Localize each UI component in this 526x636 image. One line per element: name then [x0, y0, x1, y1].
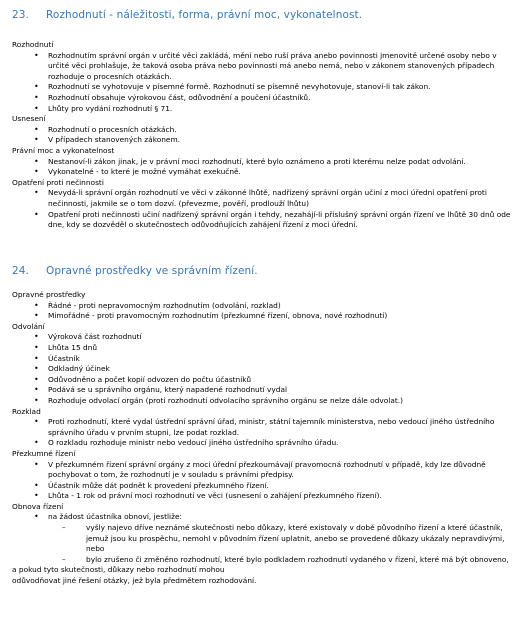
list-item: • Proti rozhodnutí, které vydal ústřední správní úřad, ministr, státní tajemník ministerstva, nebo vedoucí jiného ústředního správního úřadu v prvním stupni, lze podat rozklad. — [34, 417, 514, 438]
list-item: • Řádné - proti nepravomocným rozhodnutím (odvolání, rozklad) — [34, 301, 514, 312]
group-label-opatreni-proti-necinnosti: Opatření proti nečinnosti — [12, 177, 104, 187]
bullet-list — [12, 188, 514, 230]
bullet-list — [12, 125, 514, 146]
section-23-number: 23. — [12, 9, 29, 21]
bullet-list — [12, 512, 514, 565]
bullet-list — [12, 51, 514, 115]
section-23-title: Rozhodnutí - náležitosti, forma, právní moc, vykonatelnost. — [46, 9, 363, 21]
section-23-heading — [12, 9, 362, 21]
bullet-list — [12, 460, 514, 502]
section-24-content — [12, 290, 514, 587]
list-item: • Mimořádné - proti pravomocným rozhodnutím (přezkumné řízení, obnova, nové rozhodnutí) — [34, 311, 514, 322]
list-item: • Výroková část rozhodnutí — [34, 332, 514, 343]
group-label-odvolani: Odvolání — [12, 321, 45, 331]
list-item: • Odkladný účinek — [34, 364, 514, 375]
group-label-rozklad: Rozklad — [12, 406, 41, 416]
group-label-rozhodnuti: Rozhodnutí — [12, 40, 54, 49]
section-24-heading — [12, 265, 258, 277]
list-item: • Rozhodnutí obsahuje výrokovou část, odůvodnění a poučení účastníků. — [34, 93, 514, 104]
group-label-usneseni: Usnesení — [12, 114, 46, 124]
list-item: • Lhůty pro vydání rozhodnutí § 71. — [34, 104, 514, 115]
list-item: • V přezkumném řízení správní orgány z moci úřední přezkoumávají pravomocná rozhodnutí v případě, kdy lze důvodně pochybovat o tom, že rozhodnutí je v souladu s právními předpisy. — [34, 460, 514, 481]
list-item: • Nevydá-li správní orgán rozhodnutí ve věci v zákonné lhůtě, nadřízený správní orgán učiní z moci úřední opatření proti nečinnosti, jakmile se o tom dozví. (převezme, pověří, prodlouží lhůtu) — [34, 188, 514, 209]
list-item: • Rozhodnutí se vyhotovuje v písemné formě. Rozhodnutí se písemně nevyhotovuje, stanoví-li tak zákon. — [34, 82, 514, 93]
group-label-pravni-moc: Právní moc a vykonatelnost — [12, 145, 115, 155]
list-item: • Opatření proti nečinnosti učiní nadřízený správní orgán i tehdy, nezahájí-li příslušný správní orgán řízení ve lhůtě 30 dnů ode dne, kdy se dozvěděl o skutečnostech odůvodňujících zahájení řízení z moci úřední. — [34, 210, 514, 231]
list-item: • Nestanoví-li zákon jinak, je v právní moci rozhodnutí, které bylo oznámeno a proti kterému nelze podat odvolání. — [34, 157, 514, 168]
group-label-obnova-rizeni: Obnova řízení — [12, 501, 64, 511]
list-item — [34, 512, 514, 565]
group-label-opravne-prostredky: Opravné prostředky — [12, 290, 86, 299]
list-item: • V případech stanovených zákonem. — [34, 135, 514, 146]
obnova-closing-text: a pokud tyto skutečnosti, důkazy nebo rozhodnutí mohou odůvodňovat jiné řešení otázky, jež byla předmětem rozhodování. — [12, 565, 257, 586]
list-item: • Lhůta - 1 rok od právní moci rozhodnutí ve věci (usnesení o zahájení přezkumného řízení). — [34, 491, 514, 502]
dash-item: – bylo zrušeno či změněno rozhodnutí, které bylo podkladem rozhodnutí vydaného v řízení, které má být obnoveno, — [62, 555, 514, 566]
list-item: • Rozhodnutí o procesních otázkách. — [34, 125, 514, 136]
list-item: • Účastník může dát podnět k provedení přezkumného řízení. — [34, 481, 514, 492]
dash-list — [48, 523, 514, 565]
bullet-list — [12, 301, 514, 322]
list-item: • Rozhodnutím správní orgán v určité věci zakládá, mění nebo ruší práva anebo povinnosti jmenovitě určené osoby nebo v určité věci prohlašuje, že taková osoba práva nebo povinnosti má anebo nemá, nebo v zákonem stanovených případech rozhoduje o procesních otázkách. — [34, 51, 514, 83]
dash-item: – vyšly najevo dříve neznámé skutečnosti nebo důkazy, které existovaly v době původního řízení a které účastník, jemuž jsou ku prospěchu, nemohl v původním řízení uplatnit, anebo se provedené důkazy ukázaly nepravdivými, nebo — [62, 523, 514, 555]
section-24-title: Opravné prostředky ve správním řízení. — [46, 265, 258, 277]
obnova-lead-text: na žádost účastníka obnoví, jestliže: — [48, 512, 182, 522]
list-item: • Vykonatelné - to které je možné vymáhat exekučně. — [34, 167, 514, 178]
list-item: • O rozkladu rozhoduje ministr nebo vedoucí jiného ústředního správního úřadu. — [34, 438, 514, 449]
bullet-list — [12, 332, 514, 406]
section-24-number: 24. — [12, 265, 29, 277]
list-item: • Účastník — [34, 354, 514, 365]
group-label-prezkumne-rizeni: Přezkumné řízení — [12, 448, 76, 458]
section-23-content — [12, 40, 514, 231]
bullet-list — [12, 417, 514, 449]
list-item: • Podává se u správního orgánu, který napadené rozhodnutí vydal — [34, 385, 514, 396]
bullet-list — [12, 157, 514, 178]
list-item: • Odůvodněno a počet kopií odvozen do počtu účastníků — [34, 375, 514, 386]
list-item: • Lhůta 15 dnů — [34, 343, 514, 354]
list-item: • Rozhoduje odvolací orgán (proti rozhodnutí odvolacího správního orgánu se nelze dále odvolat.) — [34, 396, 514, 407]
